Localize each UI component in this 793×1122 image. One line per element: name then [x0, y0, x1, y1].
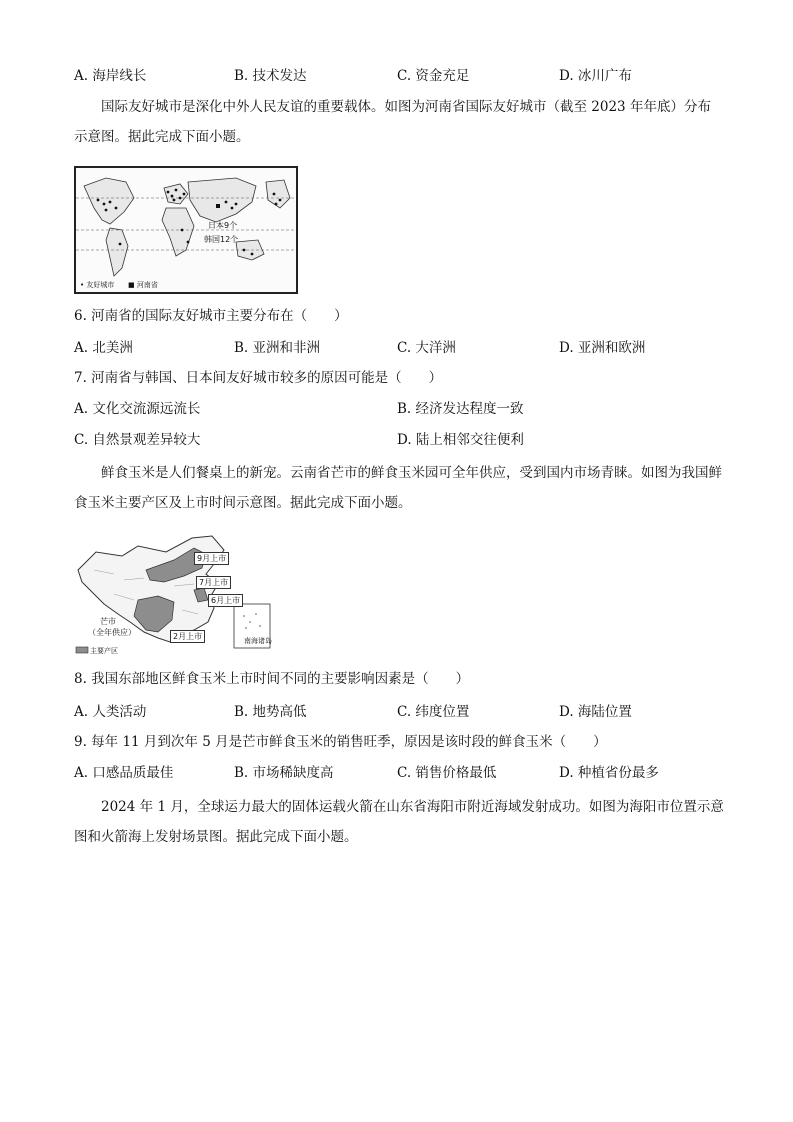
label-2-month: 2月上市	[170, 630, 205, 643]
q9-stem: 9. 每年 11 月到次年 5 月是芒市鲜食玉米的销售旺季，原因是该时段的鲜食玉米（ ）	[74, 734, 607, 750]
q7-option-a: A. 文化交流源远流长	[74, 401, 201, 417]
q8-option-d: D. 海陆位置	[559, 704, 632, 720]
legend-city: • 友好城市	[80, 281, 115, 289]
korea-label: 韩国12个	[204, 235, 239, 244]
q7-option-c: C. 自然景观差异较大	[74, 432, 201, 448]
q8-option-b: B. 地势高低	[234, 704, 307, 720]
world-map-figure	[74, 166, 298, 294]
q6-option-b: B. 亚洲和非洲	[234, 340, 321, 356]
henan-province-marker	[216, 204, 220, 208]
intro-paragraph-3: 2024 年 1 月，全球运力最大的固体运载火箭在山东省海阳市附近海域发射成功。如图为海阳市位置示意图和火箭海上发射场景图。据此完成下面小题。	[74, 799, 724, 845]
china-corn-map-figure	[74, 530, 274, 654]
q6-option-c: C. 大洋洲	[397, 340, 456, 356]
intro-paragraph-1: 国际友好城市是深化中外人民友谊的重要载体。如图为河南省国际友好城市（截至 2023 年年底）分布示意图。据此完成下面小题。	[74, 99, 711, 145]
q5-option-d: D. 冰川广布	[559, 68, 632, 84]
q5-option-c: C. 资金充足	[397, 68, 470, 84]
q6-stem: 6. 河南省的国际友好城市主要分布在（ ）	[74, 308, 348, 324]
q5-option-b: B. 技术发达	[234, 68, 307, 84]
legend-swatch	[76, 647, 88, 653]
label-6-month: 6月上市	[208, 594, 243, 607]
legend-province: ■ 河南省	[128, 281, 158, 289]
q7-stem: 7. 河南省与韩国、日本间友好城市较多的原因可能是（ ）	[74, 370, 443, 386]
all-year-label: （全年供应）	[88, 628, 136, 637]
q9-option-a: A. 口感品质最佳	[74, 765, 174, 781]
intro-paragraph-2: 鲜食玉米是人们餐桌上的新宠。云南省芒市的鲜食玉米园可全年供应，受到国内市场青睐。如图为我国鲜食玉米主要产区及上市时间示意图。据此完成下面小题。	[74, 465, 722, 511]
legend-main-area: 主要产区	[90, 647, 118, 655]
world-map-graphic	[76, 168, 296, 292]
q9-option-c: C. 销售价格最低	[397, 765, 497, 781]
q5-option-a: A. 海岸线长	[74, 68, 147, 84]
inset-label: 南海诸岛	[244, 637, 272, 645]
q6-option-a: A. 北美洲	[74, 340, 133, 356]
label-7-month: 7月上市	[196, 576, 231, 589]
q9-option-b: B. 市场稀缺度高	[234, 765, 334, 781]
q8-option-c: C. 纬度位置	[397, 704, 470, 720]
q9-option-d: D. 种植省份最多	[559, 765, 659, 781]
q6-option-d: D. 亚洲和欧洲	[559, 340, 646, 356]
q8-option-a: A. 人类活动	[74, 704, 147, 720]
mangshi-label: 芒市	[100, 617, 116, 626]
q7-option-b: B. 经济发达程度一致	[397, 401, 524, 417]
japan-label: 日本9个	[208, 221, 238, 230]
q7-option-d: D. 陆上相邻交往便利	[397, 432, 524, 448]
q8-stem: 8. 我国东部地区鲜食玉米上市时间不同的主要影响因素是（ ）	[74, 671, 470, 687]
label-9-month: 9月上市	[194, 552, 229, 565]
